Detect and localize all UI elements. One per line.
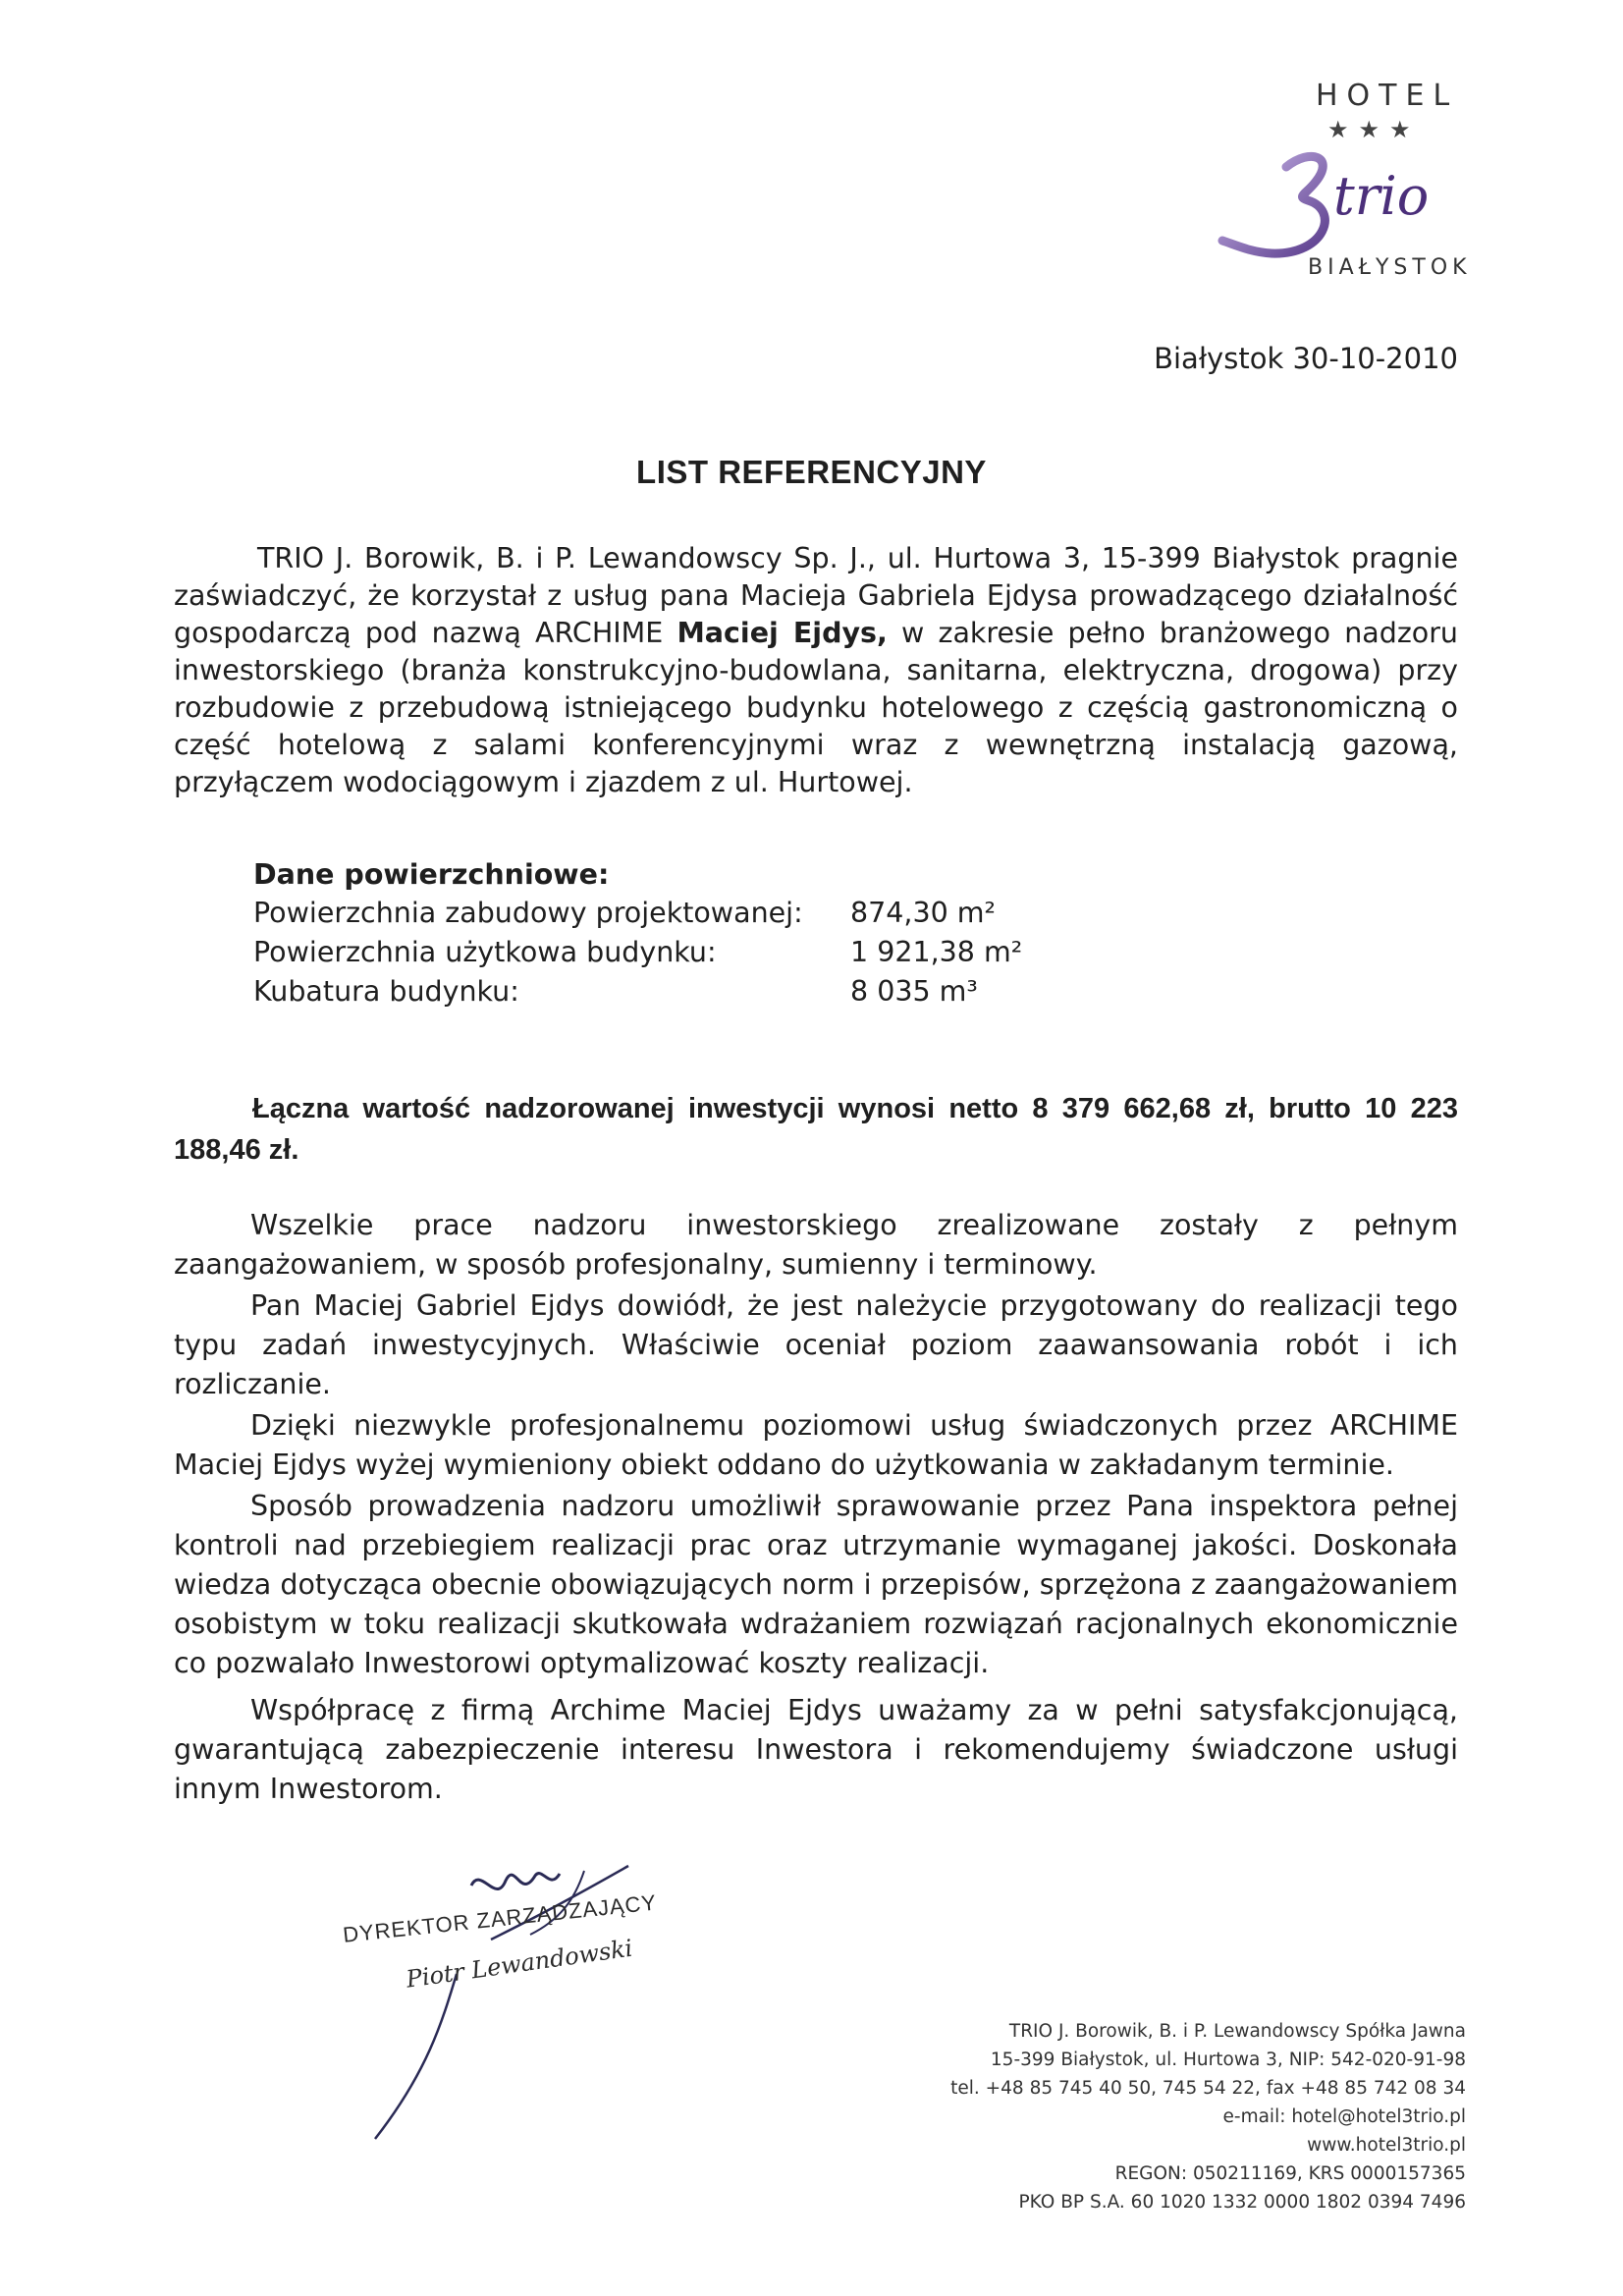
intro-paragraph [174,540,1458,801]
letter-title: LIST REFERENCYJNY [636,454,987,490]
letter-date: Białystok 30-10-2010 [1154,342,1458,375]
logo-3trio-mark [1217,137,1473,265]
stamp-title: DYREKTOR ZARZĄDZAJĄCY [342,1889,659,1947]
table-row [253,933,1022,972]
intro-text: TRIO J. Borowik, B. i P. Lewandowscy Sp. J., ul. Hurtowa 3, 15-399 Białystok pragnie zaświadczyć, że korzystał z usług pana Macieja Gabriela Ejdysa prowadzącego działalność gospodarczą pod nazwą ARCHIME [174,542,1458,649]
body-paragraphs [174,1206,1458,1685]
area-value: 8 035 m³ [850,975,978,1008]
area-label: Kubatura budynku: [253,975,519,1008]
area-table [253,894,1022,1011]
footer-line: 15-399 Białystok, ul. Hurtowa 3, NIP: 542-020-91-98 [990,2050,1466,2070]
table-row [253,972,1022,1011]
area-label: Powierzchnia zabudowy projektowanej: [253,897,803,929]
closing-paragraph: Współpracę z firmą Archime Maciej Ejdys uważamy za w pełni satysfakcjonującą, gwarantującą zabezpieczenie interesu Inwestora i rekomendujemy świadczone usługi innym Inwestorom. [174,1694,1458,1805]
signature-block [334,1846,746,2141]
footer-line: TRIO J. Borowik, B. i P. Lewandowscy Spółka Jawna [1008,2021,1466,2042]
body-paragraph: Sposób prowadzenia nadzoru umożliwił sprawowanie przez Pana inspektora pełnej kontroli nad przebiegiem realizacji prac oraz utrzymanie wymaganej jakości. Doskonała wiedza dotycząca obecnie obowiązujących norm i przepisów, sprzężona z zaangażowaniem osobistym w toku realizacji skutkowała wdrażaniem rozwiązań racjonalnych ekonomicznie co pozwalało Inwestorowi optymalizować koszty realizacji. [174,1490,1458,1679]
intro-text-rest: w zakresie pełno branżowego nadzoru inwestorskiego (branża konstrukcyjno-budowlana, sanitarna, elektryczna, drogowa) przy rozbudowie z przebudową istniejącego budynku hotelowego z częścią gastronomiczną o część hotelową z salami konferencyjnymi wraz z wewnętrzną instalacją gazową, przyłączem wodociągowym i zjazdem z ul. Hurtowej. [174,617,1458,798]
area-data-section [253,856,1022,1011]
logo-hotel-text: HOTEL [1316,79,1459,113]
body-paragraph: Wszelkie prace nadzoru inwestorskiego zrealizowane zostały z pełnym zaangażowaniem, w sposób profesjonalny, sumienny i terminowy. [174,1209,1458,1281]
body-paragraph: Dzięki niezwykle profesjonalnemu poziomowi usług świadczonych przez ARCHIME Maciej Ejdys wyżej wymieniony obiekt oddano do użytkowania w zakładanym terminie. [174,1409,1458,1481]
handwritten-signature [334,1846,746,2141]
logo-stars: ★★★ [1327,116,1421,143]
area-label: Powierzchnia użytkowa budynku: [253,936,717,968]
investment-total [174,1088,1458,1171]
footer-line: PKO BP S.A. 60 1020 1332 0000 1802 0394 7496 [1018,2192,1466,2213]
footer-line: REGON: 050211169, KRS 0000157365 [1114,2163,1466,2184]
body-paragraph: Pan Maciej Gabriel Ejdys dowiódł, że jest należycie przygotowany do realizacji tego typu zadań inwestycyjnych. Właściwie oceniał poziom zaawansowania robót i ich rozliczanie. [174,1289,1458,1400]
investment-total-text: Łączna wartość nadzorowanej inwestycji wynosi netto 8 379 662,68 zł, brutto 10 223 188,46 zł. [174,1093,1458,1166]
area-value: 874,30 m² [850,897,996,929]
svg-text:trio: trio [1333,165,1430,227]
footer-line: e-mail: hotel@hotel3trio.pl [1222,2106,1466,2127]
table-row [253,894,1022,933]
footer-line: www.hotel3trio.pl [1307,2135,1466,2156]
footer-line: tel. +48 85 745 40 50, 745 54 22, fax +48 85 742 08 34 [950,2078,1466,2099]
hotel-logo [1217,69,1473,295]
logo-city-text: BIAŁYSTOK [1308,255,1472,280]
area-value: 1 921,38 m² [850,936,1023,968]
stamp-name: Piotr Lewandowski [405,1934,634,1994]
company-footer [950,2017,1466,2216]
intro-bold-name: Maciej Ejdys, [676,617,888,649]
area-heading: Dane powierzchniowe: [253,858,610,891]
